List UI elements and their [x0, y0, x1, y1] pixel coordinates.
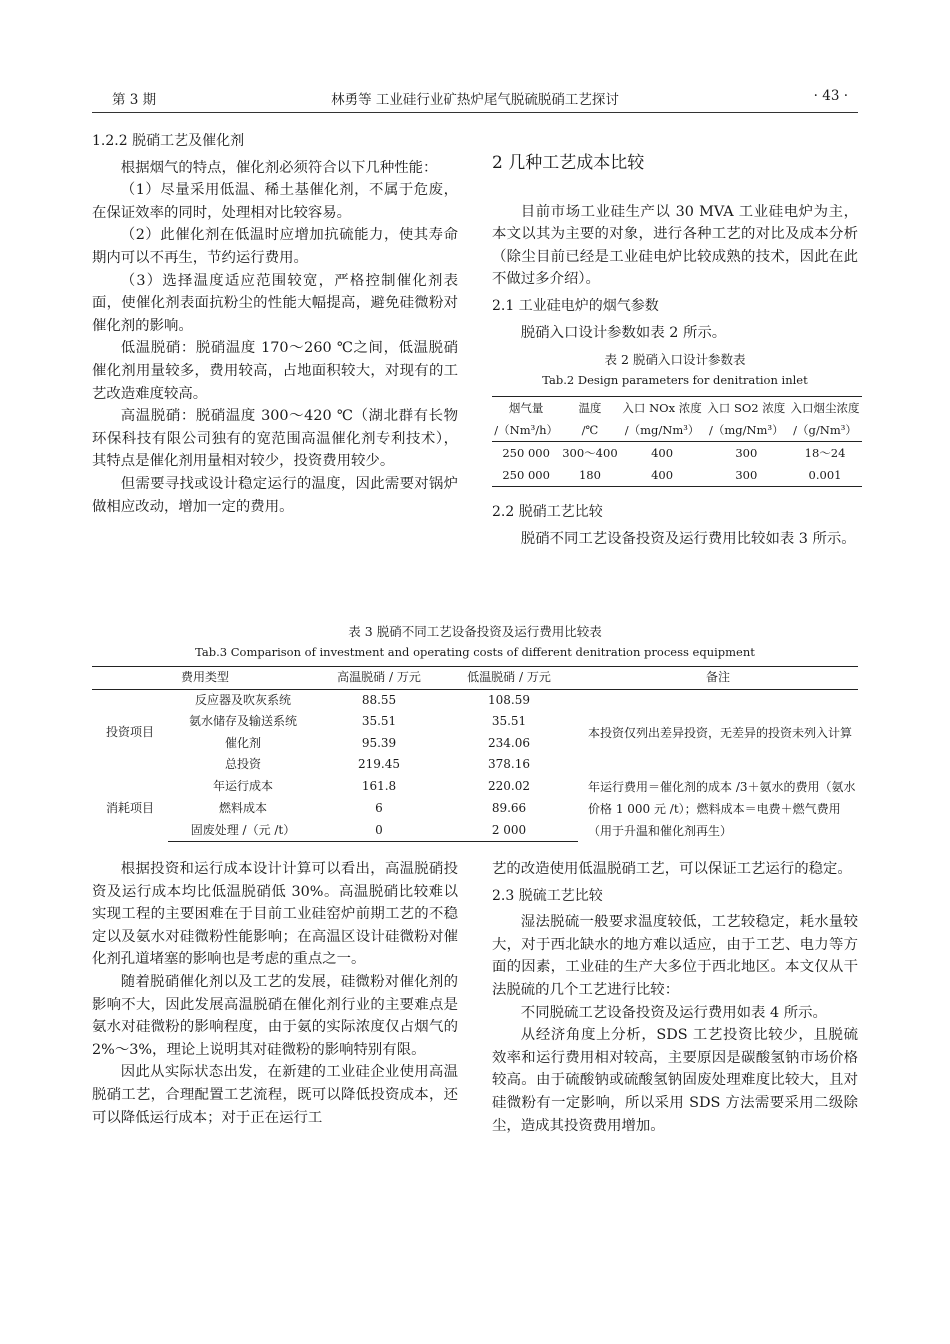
paragraph: 脱硝入口设计参数如表 2 所示。: [520, 324, 727, 341]
paragraph: 因此从实际状态出发，在新建的工业硅企业使用高温脱硝工艺，合理配置工艺流程，既可以降低投资成本，还可以降低运行成本；对于正在运行工: [92, 1064, 458, 1126]
paragraph: （2）此催化剂在低温时应增加抗硫能力，使其寿命期内可以不再生，节约运行费用。: [92, 227, 458, 266]
table3-cell: 0: [318, 820, 440, 842]
table-row: [492, 442, 862, 465]
paragraph: 不同脱硫工艺设备投资及运行费用如表 4 所示。: [520, 1004, 827, 1021]
page-number: · 43 ·: [813, 88, 848, 104]
table2-unit: /℃: [560, 419, 619, 442]
table3-item: 固废处理 /（元 /t）: [168, 820, 318, 842]
table3-cell: 35.51: [491, 714, 527, 729]
section-2-title: 2 几种工艺成本比较: [492, 153, 645, 173]
table3-item: 燃料成本: [218, 800, 267, 815]
table-row: [492, 464, 862, 487]
paragraph: 脱硝不同工艺设备投资及运行费用比较如表 3 所示。: [520, 530, 856, 547]
table3-note: 本投资仅列出差异投资，无差异的投资未列入计算: [588, 725, 853, 740]
paragraph: 但需要寻找或设计稳定运行的温度，因此需要对锅炉做相应改动，增加一定的费用。: [92, 475, 458, 515]
paragraph: 湿法脱硫一般要求温度较低，工艺较稳定，耗水量较大，对于西北缺水的地方难以适应，由于工艺、电力等方面的因素，工业硅的生产大多位于西北地区。本文仅从干法脱硫的几个工艺进行比较：: [492, 914, 858, 998]
table3-caption-cn: 表 3 脱硝不同工艺设备投资及运行费用比较表: [348, 624, 602, 639]
right-column-top: [492, 152, 858, 550]
table2-cell: 0.001: [788, 464, 862, 487]
left-column-top: [92, 130, 458, 518]
table3-item: 氨水储存及输送系统: [188, 714, 297, 729]
table3-cell: 234.06: [488, 735, 530, 750]
table2-header: 入口 SO2 浓度: [705, 397, 788, 420]
right-column-bottom: [492, 858, 858, 1137]
paragraph: 根据投资和运行成本设计计算可以看出，高温脱硝投资及运行成本均比低温脱硝低 30%。高温脱硝比较难以实现工程的主要困难在于目前工业硅窑炉前期工艺的不稳定以及氨水对硅微粉性能影响；在高温区设计硅微粉对催化剂孔道堵塞的影响也是考虑的重点之一。: [92, 861, 458, 968]
issue-number: 第 3 期: [112, 92, 157, 108]
table2-unit: /（g/Nm³）: [788, 419, 862, 442]
subsection-1-2-2: 1.2.2 脱硝工艺及催化剂: [92, 133, 245, 149]
table3-cell: 2 000: [440, 820, 578, 842]
table2-header: 烟气量: [492, 397, 560, 420]
table3-cell: 35.51: [361, 714, 397, 729]
table2-cell: 300: [705, 464, 788, 487]
paragraph-continued: 艺的改造使用低温脱硝工艺，可以保证工艺运行的稳定。: [492, 861, 852, 877]
table-2: [492, 396, 862, 487]
paragraph: 从经济角度上分析，SDS 工艺投资比较少，且脱硫效率和运行费用相对较高，主要原因是碳酸氢钠市场价格较高。由于硫酸钠或硫酸氢钠固废处理难度比较大，且对硅微粉有一定影响，所以采用 SDS 方法需要采用二级除尘，造成其投资费用增加。: [492, 1027, 858, 1134]
table3-cell: 378.16: [488, 757, 530, 772]
table3-item: 催化剂: [224, 735, 261, 750]
table2-cell: 180: [560, 464, 619, 487]
table2-header: 入口 NOx 浓度: [620, 397, 705, 420]
table2-header: 温度: [560, 397, 619, 420]
table3-group: 消耗项目: [105, 801, 154, 816]
table2-cell: 300～400: [562, 446, 618, 461]
table3-cell: 108.59: [488, 692, 530, 707]
table2-unit: /（mg/Nm³）: [705, 419, 788, 442]
table3-cell: 89.66: [491, 800, 527, 815]
table3-cell: 220.02: [488, 779, 530, 794]
table3-note: 年运行费用＝催化剂的成本 /3＋氨水的费用（氨水价格 1 000 元 /t）；燃料成本＝电费＋燃气费用（用于升温和催化剂再生）: [588, 779, 856, 838]
paragraph: （1）尽量采用低温、稀土基催化剂，不属于危废，在保证效率的同时，处理相对比较容易。: [92, 182, 458, 221]
table2-cell: 400: [620, 464, 705, 487]
paragraph: 随着脱硝催化剂以及工艺的发展，硅微粉对催化剂的影响不大，因此发展高温脱硝在催化剂行业的主要难点是氨水对硅微粉的影响程度，由于氨的实际浓度仅占烟气的 2%～3%，理论上说明其对硅微粉的影响特别有限。: [92, 973, 458, 1058]
table3-cell: 219.45: [358, 757, 400, 772]
table-3: [92, 666, 858, 842]
table3-header: 费用类型: [92, 667, 318, 690]
table3-cell: 95.39: [361, 735, 397, 750]
table2-cell: 250 000: [502, 446, 550, 461]
paragraph: 低温脱硝：脱硝温度 170～260 ℃之间，低温脱硝催化剂用量较多，费用较高，占地面积较大，对现有的工艺改造难度较高。: [92, 340, 458, 402]
table3-item: 年运行成本: [212, 779, 273, 794]
table3-caption-en: Tab.3 Comparison of investment and operating costs of different denitration process equipment: [195, 645, 755, 659]
paragraph: 目前市场工业硅生产以 30 MVA 工业硅电炉为主，本文以其为主要的对象，进行各种工艺的对比及成本分析（除尘目前已经是工业硅电炉比较成熟的技术，因此在此不做过多介绍）。: [492, 203, 858, 288]
table2-cell: 300: [735, 446, 758, 461]
table2-cell: 18～24: [804, 446, 846, 461]
running-title: 林勇等 工业硅行业矿热炉尾气脱硫脱硝工艺探讨: [331, 92, 619, 108]
table3-header: 低温脱硝 / 万元: [440, 667, 578, 690]
subsection-2-2: 2.2 脱硝工艺比较: [492, 504, 603, 521]
table-row: [92, 776, 858, 798]
paragraph: （3）选择温度适应范围较宽，严格控制催化剂表面，使催化剂表面抗粉尘的性能大幅提高，避免硅微粉对催化剂的影响。: [92, 272, 458, 334]
table3-cell: 6: [375, 800, 383, 815]
table2-cell: 400: [651, 446, 674, 461]
subsection-2-3: 2.3 脱硫工艺比较: [492, 887, 603, 904]
running-header: [92, 88, 858, 112]
table2-caption-en: Tab.2 Design parameters for denitration inlet: [542, 373, 808, 388]
header-rule: [92, 112, 858, 113]
table3-cell: 88.55: [361, 692, 397, 707]
table3-header: 备注: [578, 667, 858, 690]
table2-header: 入口烟尘浓度: [788, 397, 862, 420]
table3-group: 投资项目: [105, 724, 154, 739]
table3-item: 反应器及吹灰系统: [194, 692, 291, 707]
table2-unit: /（Nm³/h）: [492, 419, 560, 442]
subsection-2-1: 2.1 工业硅电炉的烟气参数: [492, 297, 659, 314]
table3-header: 高温脱硝 / 万元: [318, 667, 440, 690]
table2-unit: /（mg/Nm³）: [620, 419, 705, 442]
table3-cell: 161.8: [361, 779, 397, 794]
table2-cell: 250 000: [492, 464, 560, 487]
table2-caption-cn: 表 2 脱硝入口设计参数表: [604, 352, 746, 368]
left-column-bottom: [92, 858, 458, 1129]
paragraph: 根据烟气的特点，催化剂必须符合以下几种性能：: [120, 159, 438, 176]
table3-item: 总投资: [224, 757, 261, 772]
paragraph: 高温脱硝：脱硝温度 300～420 ℃（湖北群有长物环保科技有限公司独有的宽范围高温催化剂专利技术），其特点是催化剂用量相对较少，投资费用较少。: [92, 408, 458, 470]
table-row: [92, 689, 858, 711]
